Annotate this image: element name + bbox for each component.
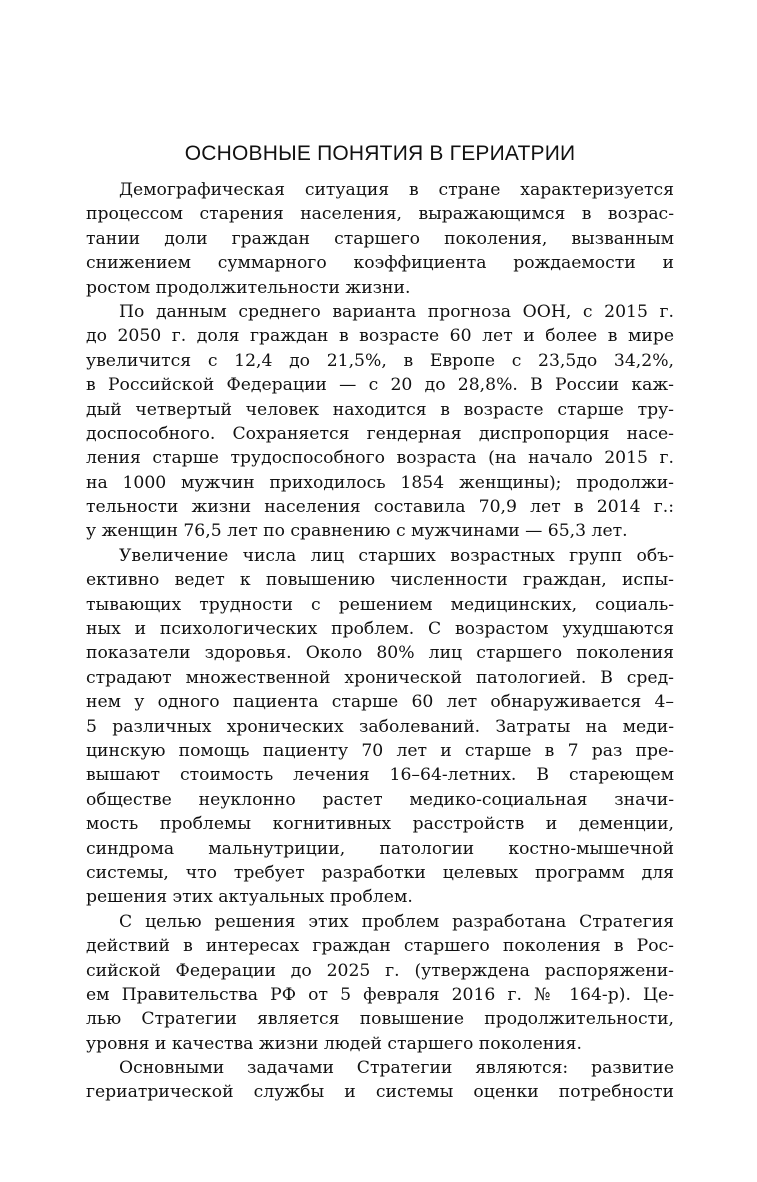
text-line: ективно ведет к повышению численности граждан, испы- <box>86 570 674 591</box>
text-line: на 1000 мужчин приходилось 1854 женщины); продолжи- <box>86 472 674 493</box>
text-line: сийской Федерации до 2025 г. (утверждена распоряжени- <box>86 960 674 981</box>
text-line: увеличится с 12,4 до 21,5%, в Европе с 23,5до 34,2%, <box>86 350 674 371</box>
paragraph <box>86 300 674 544</box>
text-line: ростом продолжительности жизни. <box>86 277 411 298</box>
text-line: доспособного. Сохраняется гендерная диспропорция насе- <box>86 423 674 444</box>
text-line: обществе неуклонно растет медико-социальная значи- <box>86 789 674 810</box>
text-line: действий в интересах граждан старшего поколения в Рос- <box>86 936 674 957</box>
text-line: в Российской Федерации — с 20 до 28,8%. В России каж- <box>86 375 674 396</box>
text-line: По данным среднего варианта прогноза ООН, с 2015 г. <box>119 301 674 322</box>
text-line: Основными задачами Стратегии являются: развитие <box>119 1058 674 1079</box>
text-line: лью Стратегии является повышение продолжительности, <box>86 1009 674 1030</box>
text-line: дый четвертый человек находится в возрасте старше тру- <box>86 399 674 420</box>
text-line: показатели здоровья. Около 80% лиц старшего поколения <box>86 643 674 664</box>
text-line: гериатрической службы и системы оценки потребности <box>86 1082 674 1103</box>
text-line: уровня и качества жизни людей старшего поколения. <box>86 1033 582 1054</box>
body-text <box>86 178 674 1105</box>
text-line: ных и психологических проблем. С возрастом ухудшаются <box>86 619 674 640</box>
text-line: до 2050 г. доля граждан в возрасте 60 лет и более в мире <box>86 326 674 347</box>
text-line: ления старше трудоспособного возраста (на начало 2015 г. <box>86 448 674 469</box>
page <box>86 142 674 1105</box>
paragraph <box>86 910 674 1056</box>
text-line: процессом старения населения, выражающимся в возрас- <box>86 204 674 225</box>
text-line: мость проблемы когнитивных расстройств и деменции, <box>86 814 674 835</box>
text-line: Увеличение числа лиц старших возрастных групп объ- <box>119 545 674 566</box>
paragraph <box>86 1056 674 1105</box>
text-line: тании доли граждан старшего поколения, вызванным <box>86 228 674 249</box>
text-line: Демографическая ситуация в стране характеризуется <box>119 180 674 200</box>
text-line: ем Правительства РФ от 5 февраля 2016 г. № 164-р). Це- <box>86 984 674 1005</box>
text-line: системы, что требует разработки целевых программ для <box>86 862 674 883</box>
text-line: вышают стоимость лечения 16–64-летних. В стареющем <box>86 765 674 786</box>
text-line: снижением суммарного коэффициента рождаемости и <box>86 253 674 274</box>
text-line: у женщин 76,5 лет по сравнению с мужчинами — 65,3 лет. <box>86 521 628 542</box>
text-line: 5 различных хронических заболеваний. Затраты на меди- <box>86 716 674 737</box>
text-line: решения этих актуальных проблем. <box>86 887 413 908</box>
text-line: тывающих трудности с решением медицинских, социаль- <box>86 594 674 615</box>
text-line: нем у одного пациента старше 60 лет обнаруживается 4– <box>86 692 674 713</box>
text-line: цинскую помощь пациенту 70 лет и старше в 7 раз пре- <box>86 740 674 761</box>
text-line: синдрома мальнутриции, патологии костно-мышечной <box>86 838 674 859</box>
text-line: тельности жизни населения составила 70,9 лет в 2014 г.: <box>86 497 674 518</box>
text-line: С целью решения этих проблем разработана Стратегия <box>119 911 674 932</box>
paragraph <box>86 544 674 910</box>
text-line: страдают множественной хронической патологией. В сред- <box>86 667 674 688</box>
section-heading: ОСНОВНЫЕ ПОНЯТИЯ В ГЕРИАТРИИ <box>184 142 576 165</box>
paragraph <box>86 178 674 300</box>
